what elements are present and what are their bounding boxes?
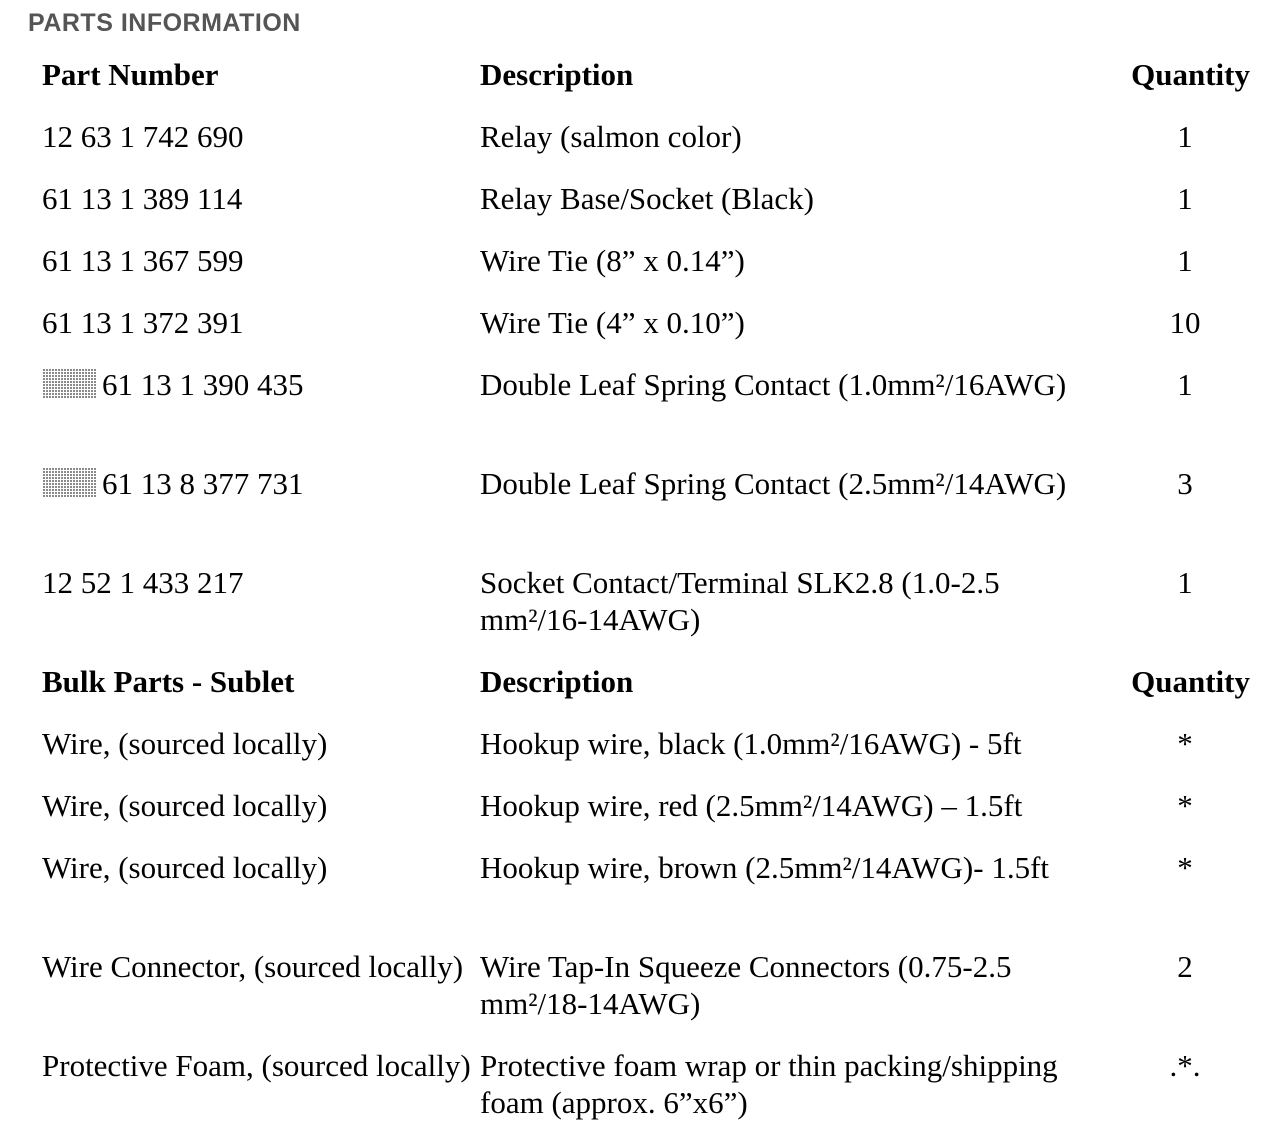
table-row xyxy=(42,236,1270,298)
part-number: 61 13 1 367 599 xyxy=(42,243,244,278)
bulk-quantity: * xyxy=(1177,726,1193,761)
part-number-cell xyxy=(42,360,480,459)
table-row xyxy=(42,719,1270,781)
table-row xyxy=(42,843,1270,942)
bulk-description: Hookup wire, black (1.0mm²/16AWG) - 5ft xyxy=(480,726,1022,761)
part-description: Relay Base/Socket (Black) xyxy=(480,181,815,216)
header-part-number: Part Number xyxy=(42,57,219,92)
header-quantity: Quantity xyxy=(1131,664,1250,699)
table-row xyxy=(42,298,1270,360)
bulk-description: Wire Tap-In Squeeze Connectors (0.75-2.5 mm²/18-14AWG) xyxy=(480,949,1012,1021)
part-quantity: 1 xyxy=(1177,367,1193,402)
bulk-part: Wire, (sourced locally) xyxy=(42,850,328,885)
header-description: Description xyxy=(480,664,634,699)
table-row xyxy=(42,942,1270,1041)
part-quantity: 1 xyxy=(1177,119,1193,154)
part-description: Wire Tie (4” x 0.10”) xyxy=(480,305,745,340)
part-quantity: 1 xyxy=(1177,181,1193,216)
bulk-part: Wire, (sourced locally) xyxy=(42,788,328,823)
part-quantity: 1 xyxy=(1177,565,1193,600)
new-part-icon xyxy=(42,369,96,399)
bulk-description: Hookup wire, red (2.5mm²/14AWG) – 1.5ft xyxy=(480,788,1023,823)
part-description: Relay (salmon color) xyxy=(480,119,742,154)
part-quantity: 1 xyxy=(1177,243,1193,278)
bulk-quantity: * xyxy=(1177,788,1193,823)
bulk-quantity: * xyxy=(1177,850,1193,885)
table-row xyxy=(42,112,1270,174)
table-row xyxy=(42,360,1270,459)
bulk-quantity: 2 xyxy=(1177,949,1193,984)
part-description: Double Leaf Spring Contact (2.5mm²/14AWG) xyxy=(480,466,1067,501)
bulk-quantity: .*. xyxy=(1169,1048,1201,1083)
table-row xyxy=(42,459,1270,558)
part-number: 61 13 1 390 435 xyxy=(102,367,304,402)
table-row xyxy=(42,558,1270,657)
part-description: Double Leaf Spring Contact (1.0mm²/16AWG) xyxy=(480,367,1067,402)
part-number: 61 13 1 372 391 xyxy=(42,305,244,340)
bulk-part: Wire, (sourced locally) xyxy=(42,726,328,761)
bulk-description: Protective foam wrap or thin packing/shipping foam (approx. 6”x6”) xyxy=(480,1048,1058,1120)
parts-table xyxy=(42,50,1270,1140)
table-row xyxy=(42,1041,1270,1140)
header-description: Description xyxy=(480,57,634,92)
table-row xyxy=(42,781,1270,843)
page-title: PARTS INFORMATION xyxy=(28,9,301,37)
part-number: 12 52 1 433 217 xyxy=(42,565,244,600)
part-number-cell xyxy=(42,459,480,558)
new-part-icon xyxy=(42,468,96,498)
table-row xyxy=(42,174,1270,236)
bulk-description: Hookup wire, brown (2.5mm²/14AWG)- 1.5ft xyxy=(480,850,1050,885)
part-description: Wire Tie (8” x 0.14”) xyxy=(480,243,745,278)
part-number: 61 13 1 389 114 xyxy=(42,181,243,216)
header-quantity: Quantity xyxy=(1131,57,1250,92)
part-description: Socket Contact/Terminal SLK2.8 (1.0-2.5 mm²/16-14AWG) xyxy=(480,565,1000,637)
part-number: 61 13 8 377 731 xyxy=(102,466,304,501)
part-quantity: 10 xyxy=(1169,305,1201,340)
bulk-part: Wire Connector, (sourced locally) xyxy=(42,949,464,984)
header-bulk-parts: Bulk Parts - Sublet xyxy=(42,664,295,699)
part-number: 12 63 1 742 690 xyxy=(42,119,244,154)
part-quantity: 3 xyxy=(1177,466,1193,501)
parts-header-row xyxy=(42,50,1270,112)
bulk-part: Protective Foam, (sourced locally) xyxy=(42,1048,471,1083)
bulk-header-row xyxy=(42,657,1270,719)
